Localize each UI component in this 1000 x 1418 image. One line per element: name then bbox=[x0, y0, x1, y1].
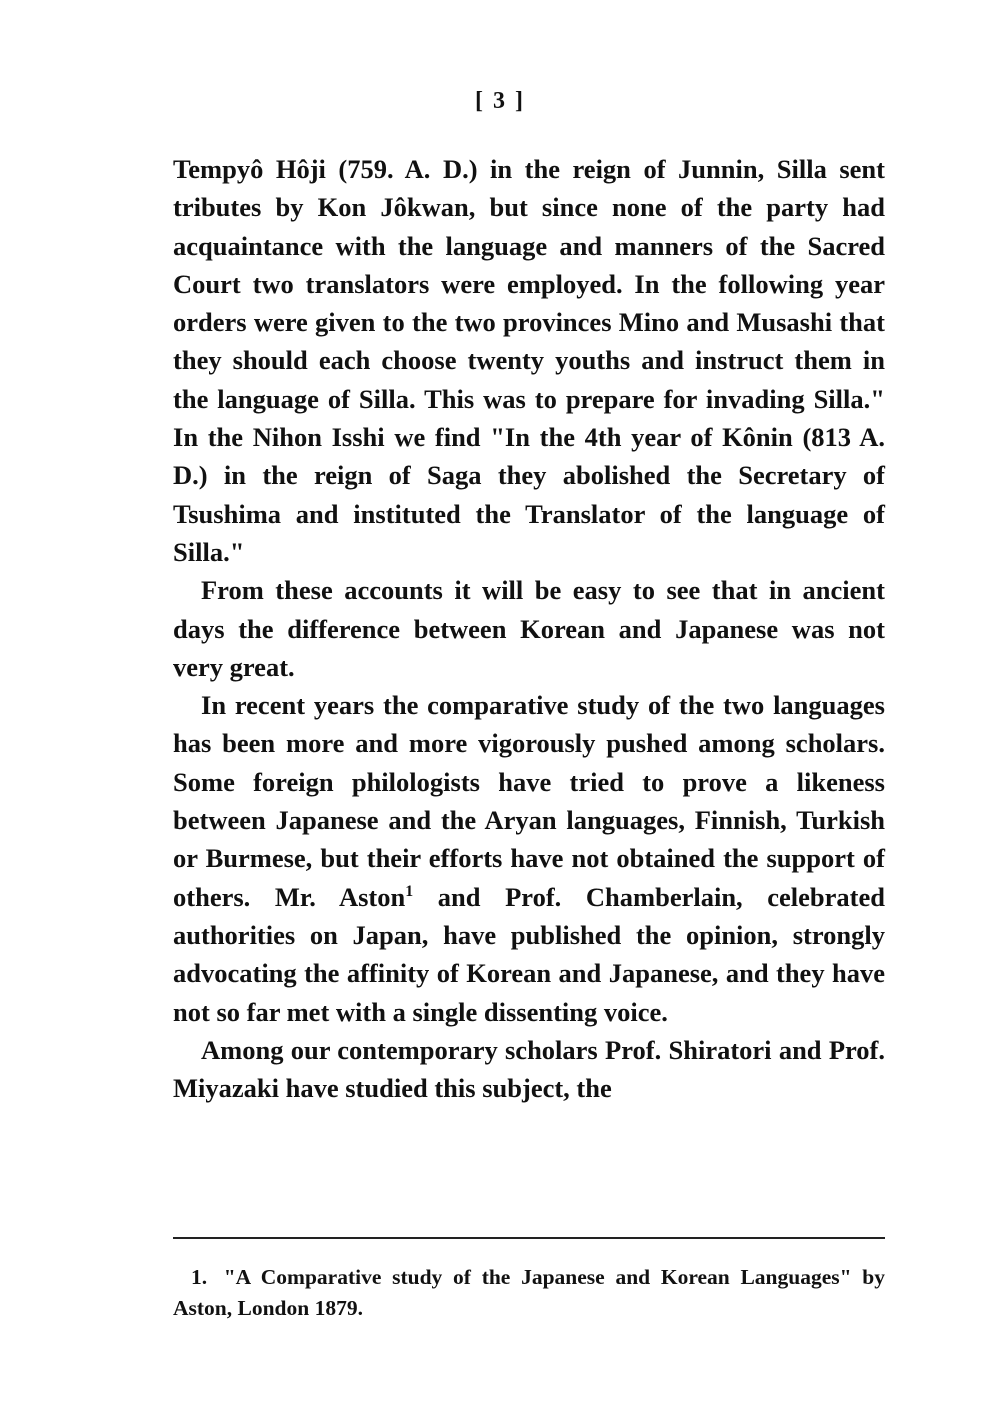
page-number: [ 3 ] bbox=[475, 88, 525, 114]
aston-name: Mr. Aston bbox=[274, 881, 406, 912]
footnote-divider bbox=[173, 1237, 885, 1239]
paragraph-3-continuation: and Prof. Chamberlain, celebrated authorities on Japan, have published the opinion, strongly advocating the affinity of Korean and Japanese, and they have not so far met with a single dissenting voice. bbox=[173, 881, 885, 1027]
paragraph-3-text: In recent years the comparative study of the two languages has been more and more vigorously pushed among scholars. Some foreign philologists have tried to prove a likeness between Japanese and the Aryan languages, Finnish, Turkish or Burmese, but their efforts have not obtained the support of others. bbox=[173, 690, 885, 912]
footnote-text: "A Comparative study of the Japanese and Korean Languages" by Aston, London 1879. bbox=[173, 1265, 886, 1320]
footnote bbox=[173, 1262, 885, 1324]
paragraph-3 bbox=[173, 686, 885, 1031]
body-text bbox=[173, 150, 885, 1107]
aston-reference bbox=[275, 882, 413, 912]
paragraph-2: From these accounts it will be easy to see that in ancient days the difference between Korean and Japanese was not very great. bbox=[173, 575, 885, 682]
footnote-number: 1. bbox=[191, 1265, 208, 1289]
footnote-marker: 1 bbox=[405, 882, 414, 900]
paragraph-4: Among our contemporary scholars Prof. Shiratori and Prof. Miyazaki have studied this subject, the bbox=[173, 1034, 885, 1104]
paragraph-1: Tempyô Hôji (759. A. D.) in the reign of Junnin, Silla sent tributes by Kon Jôkwan, but since none of the party had acquaintance with the language and manners of the Sacred Court two translators were employed. In the following year orders were given to the two provinces Mino and Musashi that they should each choose twenty youths and instruct them in the language of Silla. This was to prepare for invading Silla." In the Nihon Isshi we find "In the 4th year of Kônin (813 A. D.) in the reign of Saga they abolished the Secretary of Tsushima and instituted the Translator of the language of Silla." bbox=[173, 154, 885, 567]
